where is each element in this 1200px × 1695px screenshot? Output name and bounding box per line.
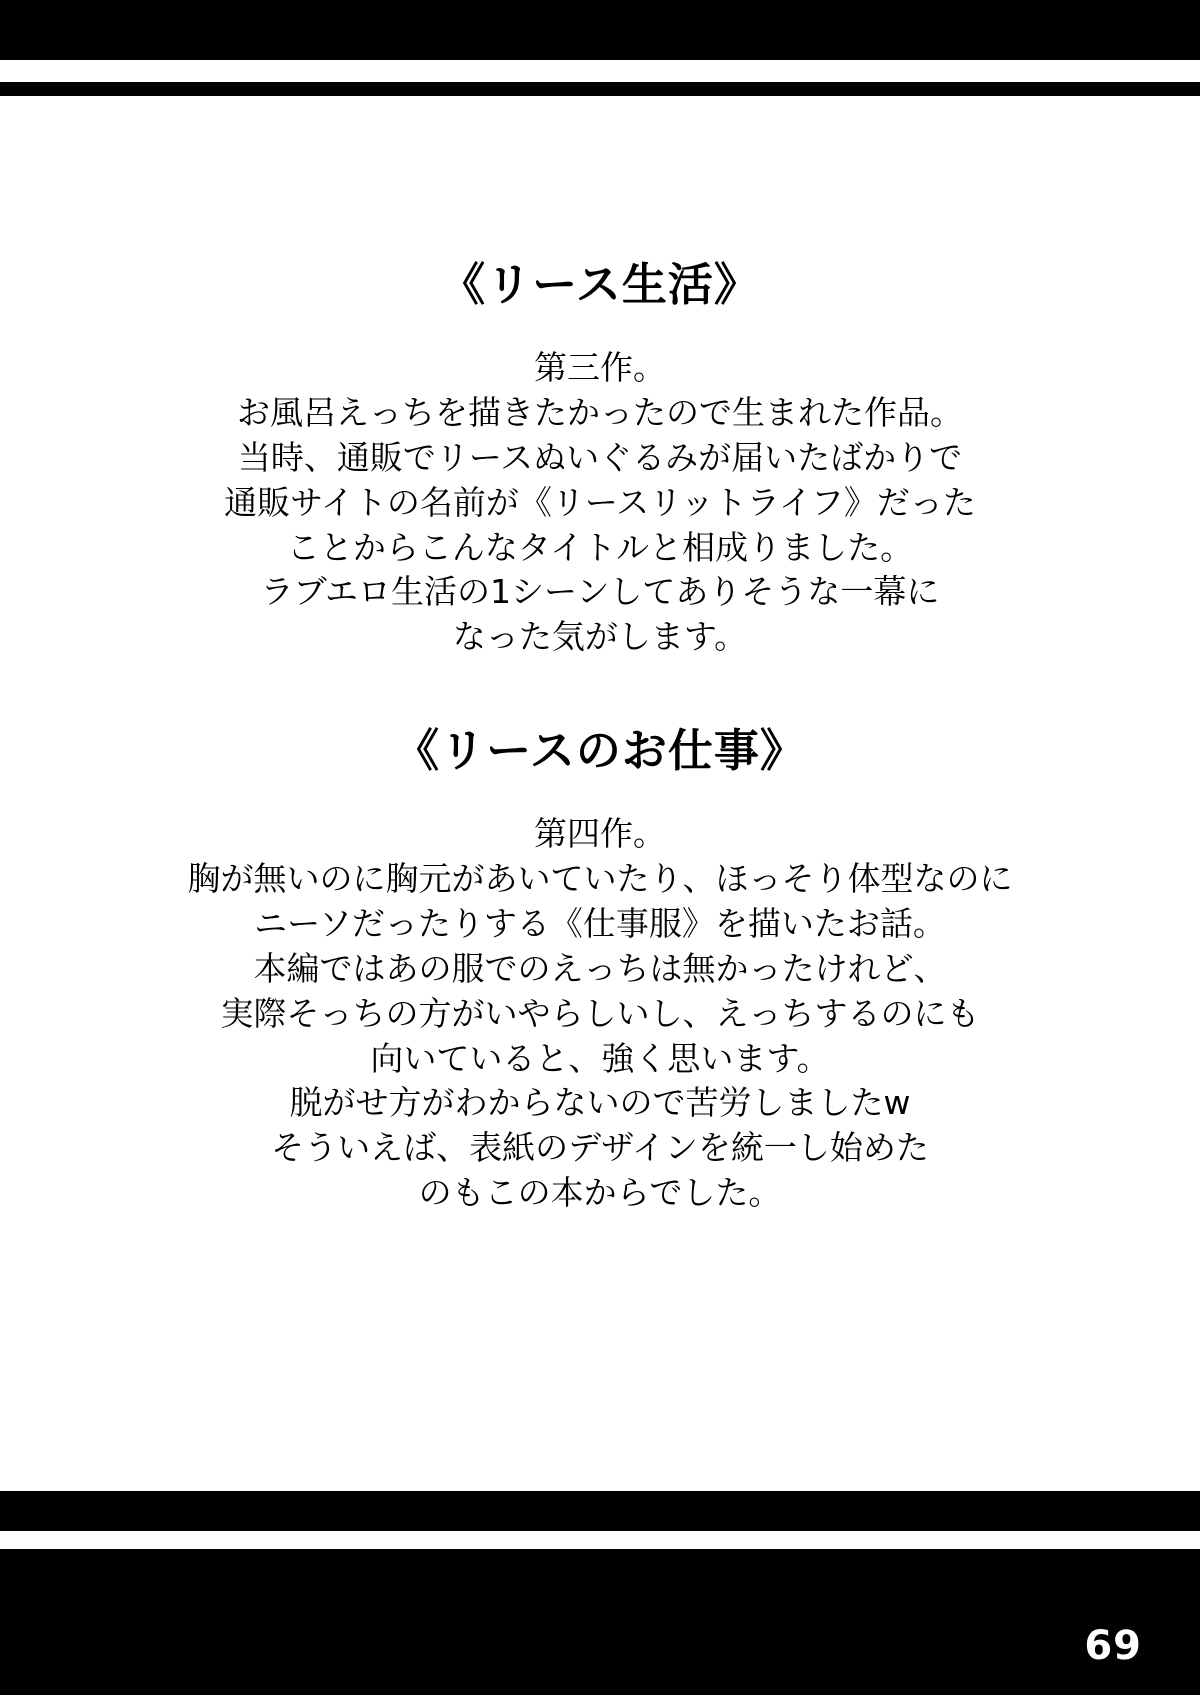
bottom-black-band	[0, 1491, 1200, 1531]
body-line: 胸が無いのに胸元があいていたり、ほっそり体型なのに	[187, 859, 1013, 898]
body-line: 第三作。	[534, 348, 666, 387]
bottom-black-area	[0, 1549, 1200, 1695]
body-line: 当時、通販でリースぬいぐるみが届いたばかりで	[237, 437, 963, 477]
top-black-rule	[0, 82, 1200, 96]
body-line: ニーソだったりする《仕事服》を描いたお話。	[254, 903, 946, 943]
body-line: ラブエロ生活の1シーンしてありそうな一幕に	[260, 572, 940, 612]
body-line: そういえば、表紙のデザインを統一し始めた	[271, 1128, 929, 1168]
body-line: 第四作。	[534, 814, 666, 854]
body-line: お風呂えっちを描きたかったので生まれた作品。	[237, 392, 963, 432]
bottom-white-strip	[0, 1531, 1200, 1549]
section-title: 《リースのお仕事》	[394, 724, 806, 778]
body-line: 向いていると、強く思います。	[370, 1038, 830, 1078]
body-line: 脱がせ方がわからないので苦労しましたw	[289, 1083, 911, 1123]
body-line: 通販サイトの名前が《リースリットライフ》だった	[224, 482, 976, 522]
page-number: 69	[1084, 1623, 1142, 1669]
body-line: のもこの本からでした。	[418, 1173, 782, 1213]
body-line: 本編ではあの服でのえっちは無かったけれど、	[253, 948, 947, 988]
body-line: ことからこんなタイトルと相成りました。	[286, 527, 914, 567]
afterword-content	[0, 96, 1200, 1491]
section-body	[0, 346, 1200, 660]
section-title: 《リース生活》	[440, 258, 760, 311]
top-white-strip	[0, 60, 1200, 82]
body-line: なった気がします。	[452, 617, 748, 657]
body-line: 実際そっちの方がいやらしいし、えっちするのにも	[220, 993, 980, 1033]
section-body	[0, 812, 1200, 1216]
top-black-band	[0, 0, 1200, 60]
section-lease-work	[0, 724, 1200, 1216]
section-lease-life	[0, 258, 1200, 660]
